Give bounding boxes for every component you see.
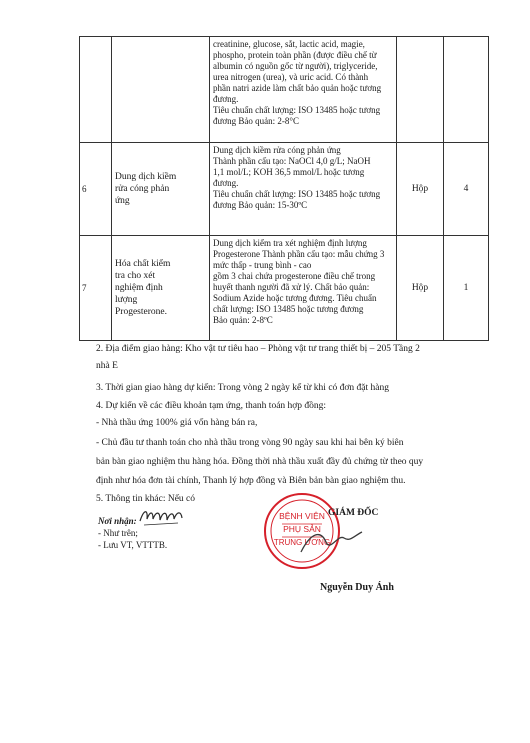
spec-line: huyết thanh người đã xử lý. Chất bảo quản:	[213, 282, 370, 292]
delivery-location-cont: nhà E	[96, 361, 118, 371]
recipients-title: Nơi nhận:	[98, 516, 137, 526]
stamp-line: TRUNG ƯƠNG	[273, 538, 331, 547]
spec-line: mức thấp - trung bình - cao	[213, 260, 312, 270]
spec-line: 1,1 mol/L; KOH 36,5 mmol/L hoặc tương	[213, 167, 365, 177]
spec-line: Tiêu chuẩn chất lượng: ISO 13485 hoặc tương	[213, 189, 381, 199]
row-number: 7	[80, 236, 112, 341]
recipient-item: - Lưu VT, VTTTB.	[98, 540, 168, 550]
spec-line: Sodium Azide hoặc tương đương. Tiêu chuẩn	[213, 293, 377, 303]
spec-line: urea nitrogen (urea), và uric acid. Có thành	[213, 72, 369, 82]
spec-line: phospho, protein toàn phần (được điều chế từ	[213, 50, 377, 60]
spec-line: phần natri azide làm chất bảo quản hoặc tương	[213, 83, 382, 93]
spec-line: chất lượng: ISO 13485 hoặc tương đương	[213, 304, 364, 314]
director-signature	[296, 522, 366, 562]
spec-line: Progesterone Thành phần cấu tạo: mẫu chứng 3	[213, 249, 385, 259]
spec-line: Dung dịch kiểm tra xét nghiệm định lượng	[213, 238, 367, 248]
payment-terms-heading: 4. Dự kiến về các điều khoản tạm ứng, thanh toán hợp đồng:	[96, 401, 327, 411]
spec-line: đương Bảo quản: 2-8°C	[213, 116, 299, 126]
item-spec	[210, 37, 397, 143]
handwritten-signature	[138, 505, 184, 529]
delivery-time: 3. Thời gian giao hàng dự kiến: Trong vòng 2 ngày kể từ khi có đơn đặt hàng	[96, 383, 390, 393]
item-unit: Hộp	[397, 143, 444, 236]
spec-line: Tiêu chuẩn chất lượng: ISO 13485 hoặc tương	[213, 105, 381, 115]
item-quantity: 4	[444, 143, 489, 236]
stamp-line: PHỤ SẢN	[283, 524, 321, 534]
spec-line: đương.	[213, 178, 239, 188]
delivery-location: 2. Địa điểm giao hàng: Kho vật tư tiêu hao – Phòng vật tư trang thiết bị – 205 Tầng 2	[96, 344, 420, 354]
goods-table	[79, 36, 489, 341]
spec-line: Bảo quản: 2-8ºC	[213, 315, 273, 325]
spec-line: Thành phần cấu tạo: NaOCl 4,0 g/L; NaOH	[213, 156, 371, 166]
stamp-line: BỆNH VIỆN	[279, 511, 325, 521]
payment-term-advance: - Nhà thầu ứng 100% giá vốn hàng bán ra,	[96, 418, 258, 428]
recipient-item: - Như trên;	[98, 528, 138, 538]
row-number	[80, 37, 112, 143]
item-name-line: rửa cóng phản	[115, 184, 170, 194]
item-name	[112, 236, 210, 341]
item-name	[112, 37, 210, 143]
spec-line: albumin có nguồn gốc từ người), triglyceride,	[213, 61, 378, 71]
table-row	[80, 236, 489, 341]
table-row	[80, 37, 489, 143]
item-name-line: Dung dịch kiềm	[115, 172, 177, 182]
item-quantity	[444, 37, 489, 143]
row-number: 6	[80, 143, 112, 236]
item-name-line: lượng	[115, 295, 138, 305]
item-name	[112, 143, 210, 236]
item-spec	[210, 143, 397, 236]
spec-line: gồm 3 chai chứa progesterone điều chế trong	[213, 271, 376, 281]
payment-term-line-3: định như hóa đơn tài chính, Thanh lý hợp đồng và Biên bản bàn giao nghiệm thu.	[96, 476, 406, 486]
item-name-line: nghiệm định	[115, 283, 163, 293]
payment-term-line-1: - Chủ đầu tư thanh toán cho nhà thầu trong vòng 90 ngày sau khi hai bên ký biên	[96, 438, 404, 448]
spec-line: Dung dịch kiềm rửa cóng phản ứng	[213, 145, 341, 155]
item-name-line: Progesterone.	[115, 307, 167, 317]
item-name-line: Hóa chất kiểm	[115, 259, 171, 269]
item-unit: Hộp	[397, 236, 444, 341]
director-title: GIÁM ĐỐC	[328, 508, 379, 518]
item-name-line: ứng	[115, 196, 130, 206]
item-unit	[397, 37, 444, 143]
other-info: 5. Thông tin khác: Nếu có	[96, 494, 196, 504]
spec-line: đương.	[213, 94, 239, 104]
director-name: Nguyễn Duy Ánh	[320, 582, 394, 593]
item-spec	[210, 236, 397, 341]
table-row	[80, 143, 489, 236]
item-quantity: 1	[444, 236, 489, 341]
item-name-line: tra cho xét	[115, 271, 156, 281]
spec-line: đương Bảo quản: 15-30ºC	[213, 200, 308, 210]
spec-line: creatinine, glucose, sắt, lactic acid, magie,	[213, 39, 365, 49]
payment-term-line-2: bản bàn giao nghiệm thu hàng hóa. Đồng thời nhà thầu xuất đầy đủ chứng từ theo quy	[96, 457, 424, 467]
